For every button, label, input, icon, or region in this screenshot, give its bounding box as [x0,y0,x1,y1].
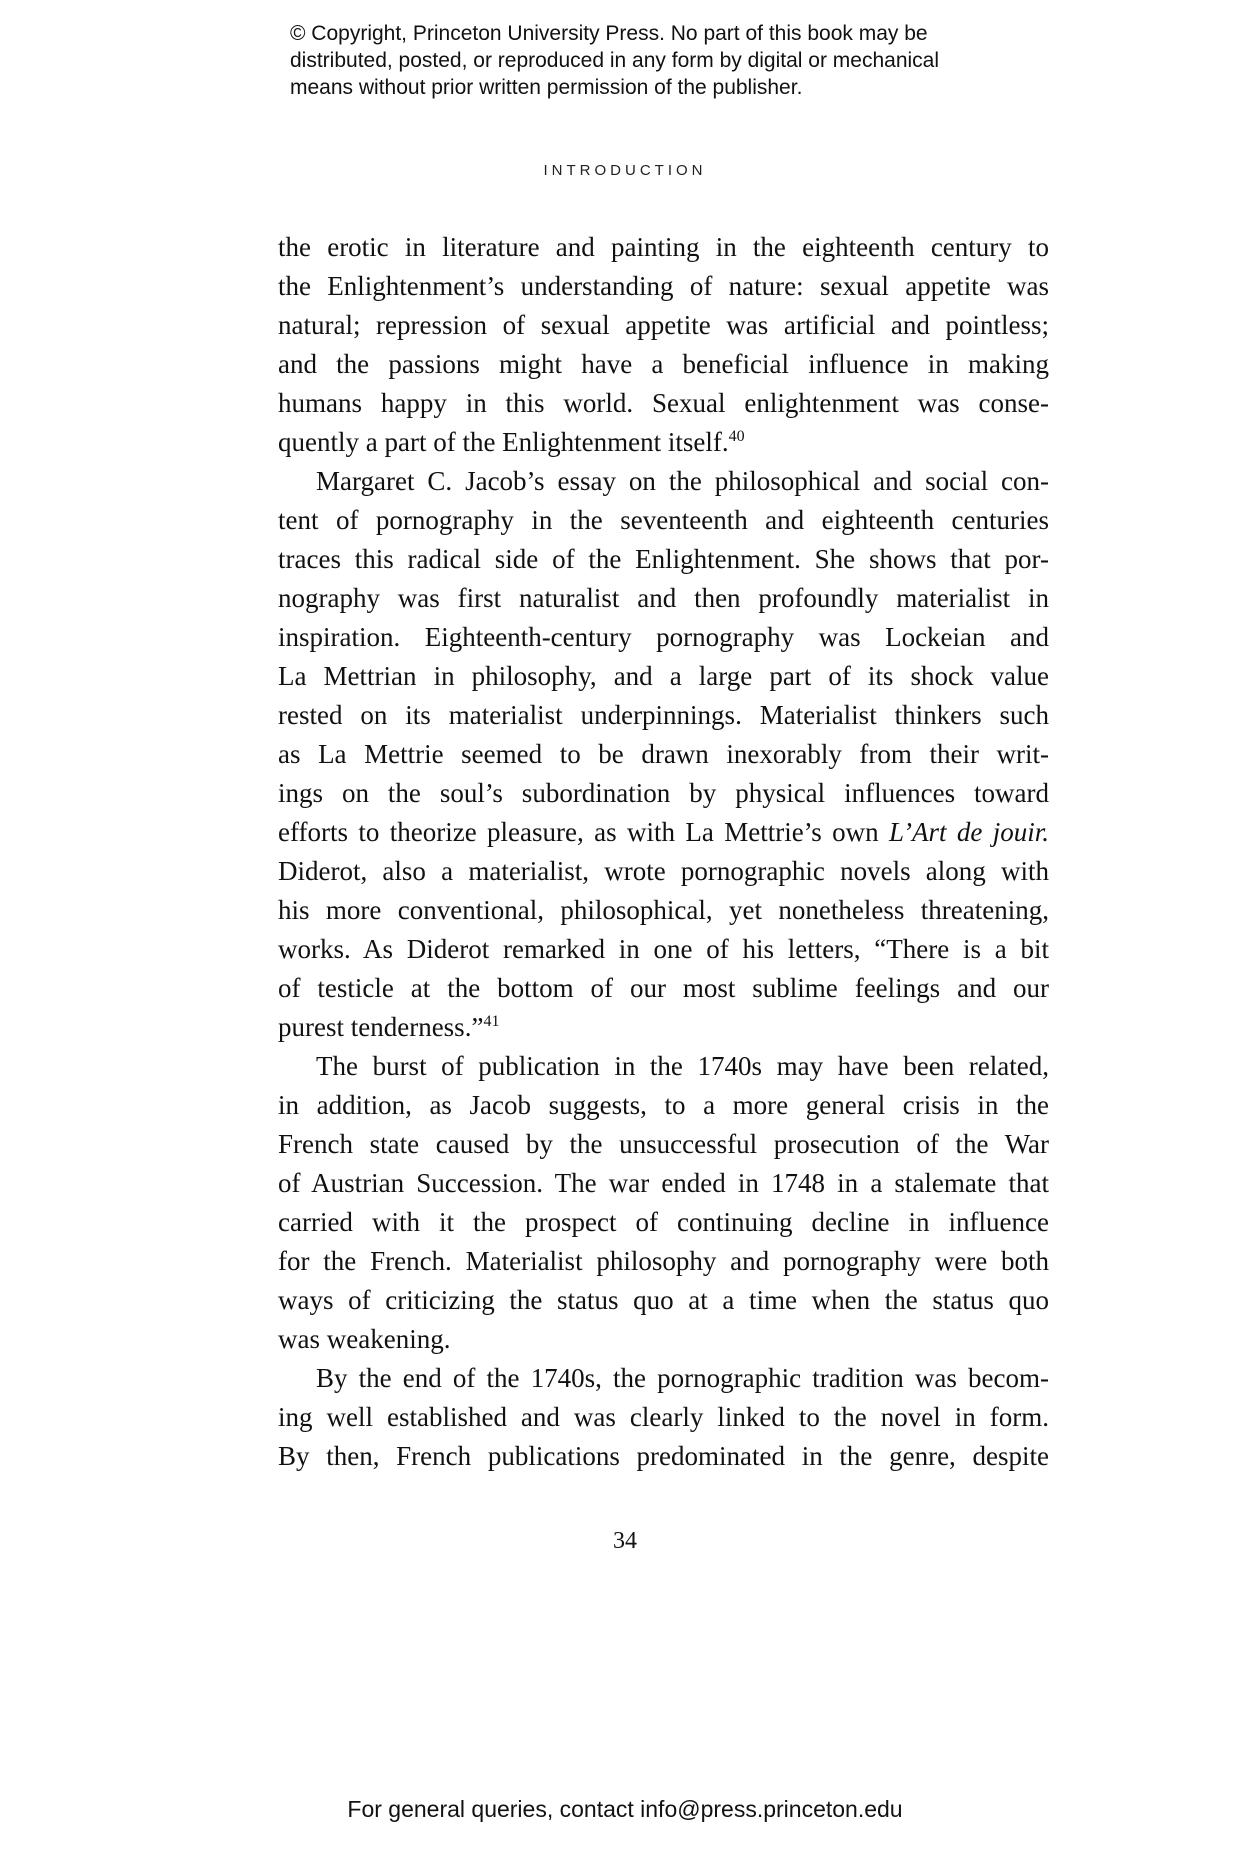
text-line: inspiration. Eighteenth-century pornography was Lockeian and [278,622,1049,652]
copyright-line: distributed, posted, or reproduced in any form by digital or mechanical [290,49,940,72]
paragraph [278,228,1049,462]
text-line: of testicle at the bottom of our most sublime feelings and our [278,973,1049,1003]
text-line: French state caused by the unsuccessful prosecution of the War [278,1129,1049,1159]
text-line: works. As Diderot remarked in one of his letters, “There is a bit [278,934,1049,964]
text-line: By the end of the 1740s, the pornographic tradition was becom- [316,1363,1049,1393]
text-line: tent of pornography in the seventeenth and eighteenth centuries [278,505,1049,535]
paragraph [278,1047,1049,1359]
text-fragment: purest tenderness.” [278,1012,484,1042]
text-line: The burst of publication in the 1740s may have been related, [316,1051,1049,1081]
text-line: his more conventional, philosophical, yet nonetheless threatening, [278,895,1049,925]
copyright-notice [290,20,1050,101]
text-line [278,1008,1049,1047]
text-line: ways of criticizing the status quo at a time when the status quo [278,1285,1049,1315]
text-line: ings on the soul’s subordination by physical influences toward [278,778,1049,808]
book-title: L’Art de jouir. [888,817,1049,847]
text-line: natural; repression of sexual appetite was artificial and pointless; [278,310,1049,340]
text-line: By then, French publications predominated in the genre, despite [278,1441,1049,1471]
text-line: La Mettrian in philosophy, and a large part of its shock value [278,661,1049,691]
copyright-line: means without prior written permission of the publisher. [290,76,803,99]
text-line: carried with it the prospect of continuing decline in influence [278,1207,1049,1237]
text-fragment: efforts to theorize pleasure, as with La Mettrie’s own [278,817,889,847]
body-text [278,228,1049,1476]
text-line: and the passions might have a beneficial influence in making [278,349,1049,379]
text-line: Margaret C. Jacob’s essay on the philosophical and social con- [316,466,1049,496]
text-line: ing well established and was clearly linked to the novel in form. [278,1402,1049,1432]
text-line: the Enlightenment’s understanding of nature: sexual appetite was [278,271,1049,301]
footnote-marker: 41 [483,1013,500,1030]
text-line: Diderot, also a materialist, wrote pornographic novels along with [278,856,1049,886]
text-line [278,813,1049,852]
footnote-marker: 40 [728,428,745,445]
text-line: of Austrian Succession. The war ended in 1748 in a stalemate that [278,1168,1049,1198]
text-line: humans happy in this world. Sexual enlightenment was conse- [278,388,1049,418]
copyright-line: © Copyright, Princeton University Press. No part of this book may be [290,22,928,45]
page-number: 34 [613,1528,637,1554]
text-line: was weakening. [278,1324,451,1354]
text-line: rested on its materialist underpinnings. Materialist thinkers such [278,700,1049,730]
text-line [278,423,1049,462]
text-line: for the French. Materialist philosophy and pornography were both [278,1246,1049,1276]
text-line: nography was first naturalist and then profoundly materialist in [278,583,1049,613]
text-line: as La Mettrie seemed to be drawn inexorably from their writ- [278,739,1049,769]
text-fragment: quently a part of the Enlightenment itself. [278,427,729,457]
running-head: INTRODUCTION [543,162,707,179]
footer-contact: For general queries, contact info@press.princeton.edu [347,1796,903,1822]
text-line: traces this radical side of the Enlightenment. She shows that por- [278,544,1049,574]
paragraph [278,462,1049,1047]
text-line: the erotic in literature and painting in the eighteenth century to [278,232,1049,262]
text-line: in addition, as Jacob suggests, to a more general crisis in the [278,1090,1049,1120]
paragraph [278,1359,1049,1476]
